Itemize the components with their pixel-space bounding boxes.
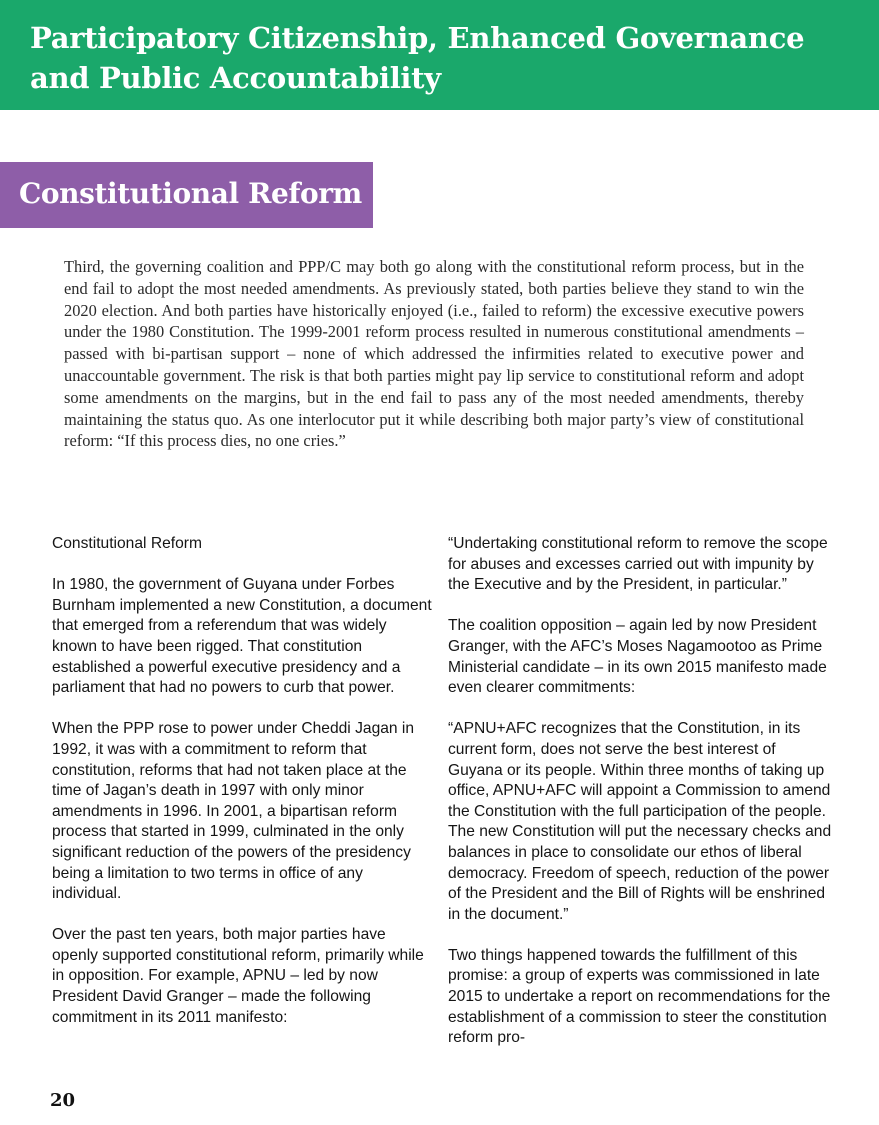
right-paragraph: “Undertaking constitutional reform to remove the scope for abuses and excesses carried out with impunity by the Executive and by the President, in particular.” <box>448 535 828 594</box>
right-paragraph: “APNU+AFC recognizes that the Constitution, in its current form, does not serve the best interest of Guyana or its people. Within three months of taking up office, APNU+AFC will appoint a Commission to amend the Constitution with the full participation of the people. The new Constitution will put the necessary checks and balances in place to consolidate our ethos of liberal democracy. Freedom of speech, reduction of the power of the President and the Bill of Rights will be enshrined in the document.” <box>448 720 832 923</box>
section-heading-box <box>0 162 373 228</box>
chapter-header-bar <box>0 0 879 110</box>
section-title: Constitutional Reform <box>19 177 362 210</box>
left-paragraph: When the PPP rose to power under Cheddi Jagan in 1992, it was with a commitment to reform that constitution, reforms that had not taken place at the time of Jagan’s death in 1997 with only minor amendments in 1996. In 2001, a bipartisan reform process that started in 1999, culminated in the only significant reduction of the powers of the presidency being a limitation to two terms in office of any individual. <box>52 720 415 903</box>
left-column <box>52 534 434 1049</box>
excerpt-quote: Third, the governing coalition and PPP/C may both go along with the constitutional reform process, but in the end fail to adopt the most needed amendments. As previously stated, both parties believe they stand to win the 2020 election. And both parties have historically enjoyed (i.e., failed to reform) the excessive executive powers under the 1980 Constitution. The 1999-2001 reform process resulted in numerous constitutional amendments – passed with bi-partisan support – none of which addressed the infirmities related to executive power and unaccountable government. The risk is that both parties might pay lip service to constitutional reform and adopt some amendments on the margins, but in the end fail to pass any of the most needed amendments, thereby maintaining the status quo. As one interlocutor put it while describing both major party’s view of constitutional reform: “If this process dies, no one cries.” <box>64 257 804 451</box>
left-paragraph: Over the past ten years, both major parties have openly supported constitutional reform, primarily while in opposition. For example, APNU – led by now President David Granger – made the following commitment in its 2011 manifesto: <box>52 926 424 1026</box>
left-paragraph: In 1980, the government of Guyana under Forbes Burnham implemented a new Constitution, a document that emerged from a referendum that was widely known to have been rigged. That constitution established a powerful executive presidency and a parliament that had no powers to curb that power. <box>52 576 432 697</box>
chapter-title: Participatory Citizenship, Enhanced Governance and Public Accountability <box>30 21 805 95</box>
page-number: 20 <box>50 1090 76 1111</box>
right-paragraph: Two things happened towards the fulfillment of this promise: a group of experts was commissioned in late 2015 to undertake a report on recommendations for the establishment of a commission to steer the constitution reform pro- <box>448 946 831 1047</box>
right-paragraph: The coalition opposition – again led by now President Granger, with the AFC’s Moses Nagamootoo as Prime Ministerial candidate – in its own 2015 manifesto made even clearer commitments: <box>448 617 827 697</box>
left-paragraph: Constitutional Reform <box>52 535 202 552</box>
right-column <box>448 534 833 1069</box>
